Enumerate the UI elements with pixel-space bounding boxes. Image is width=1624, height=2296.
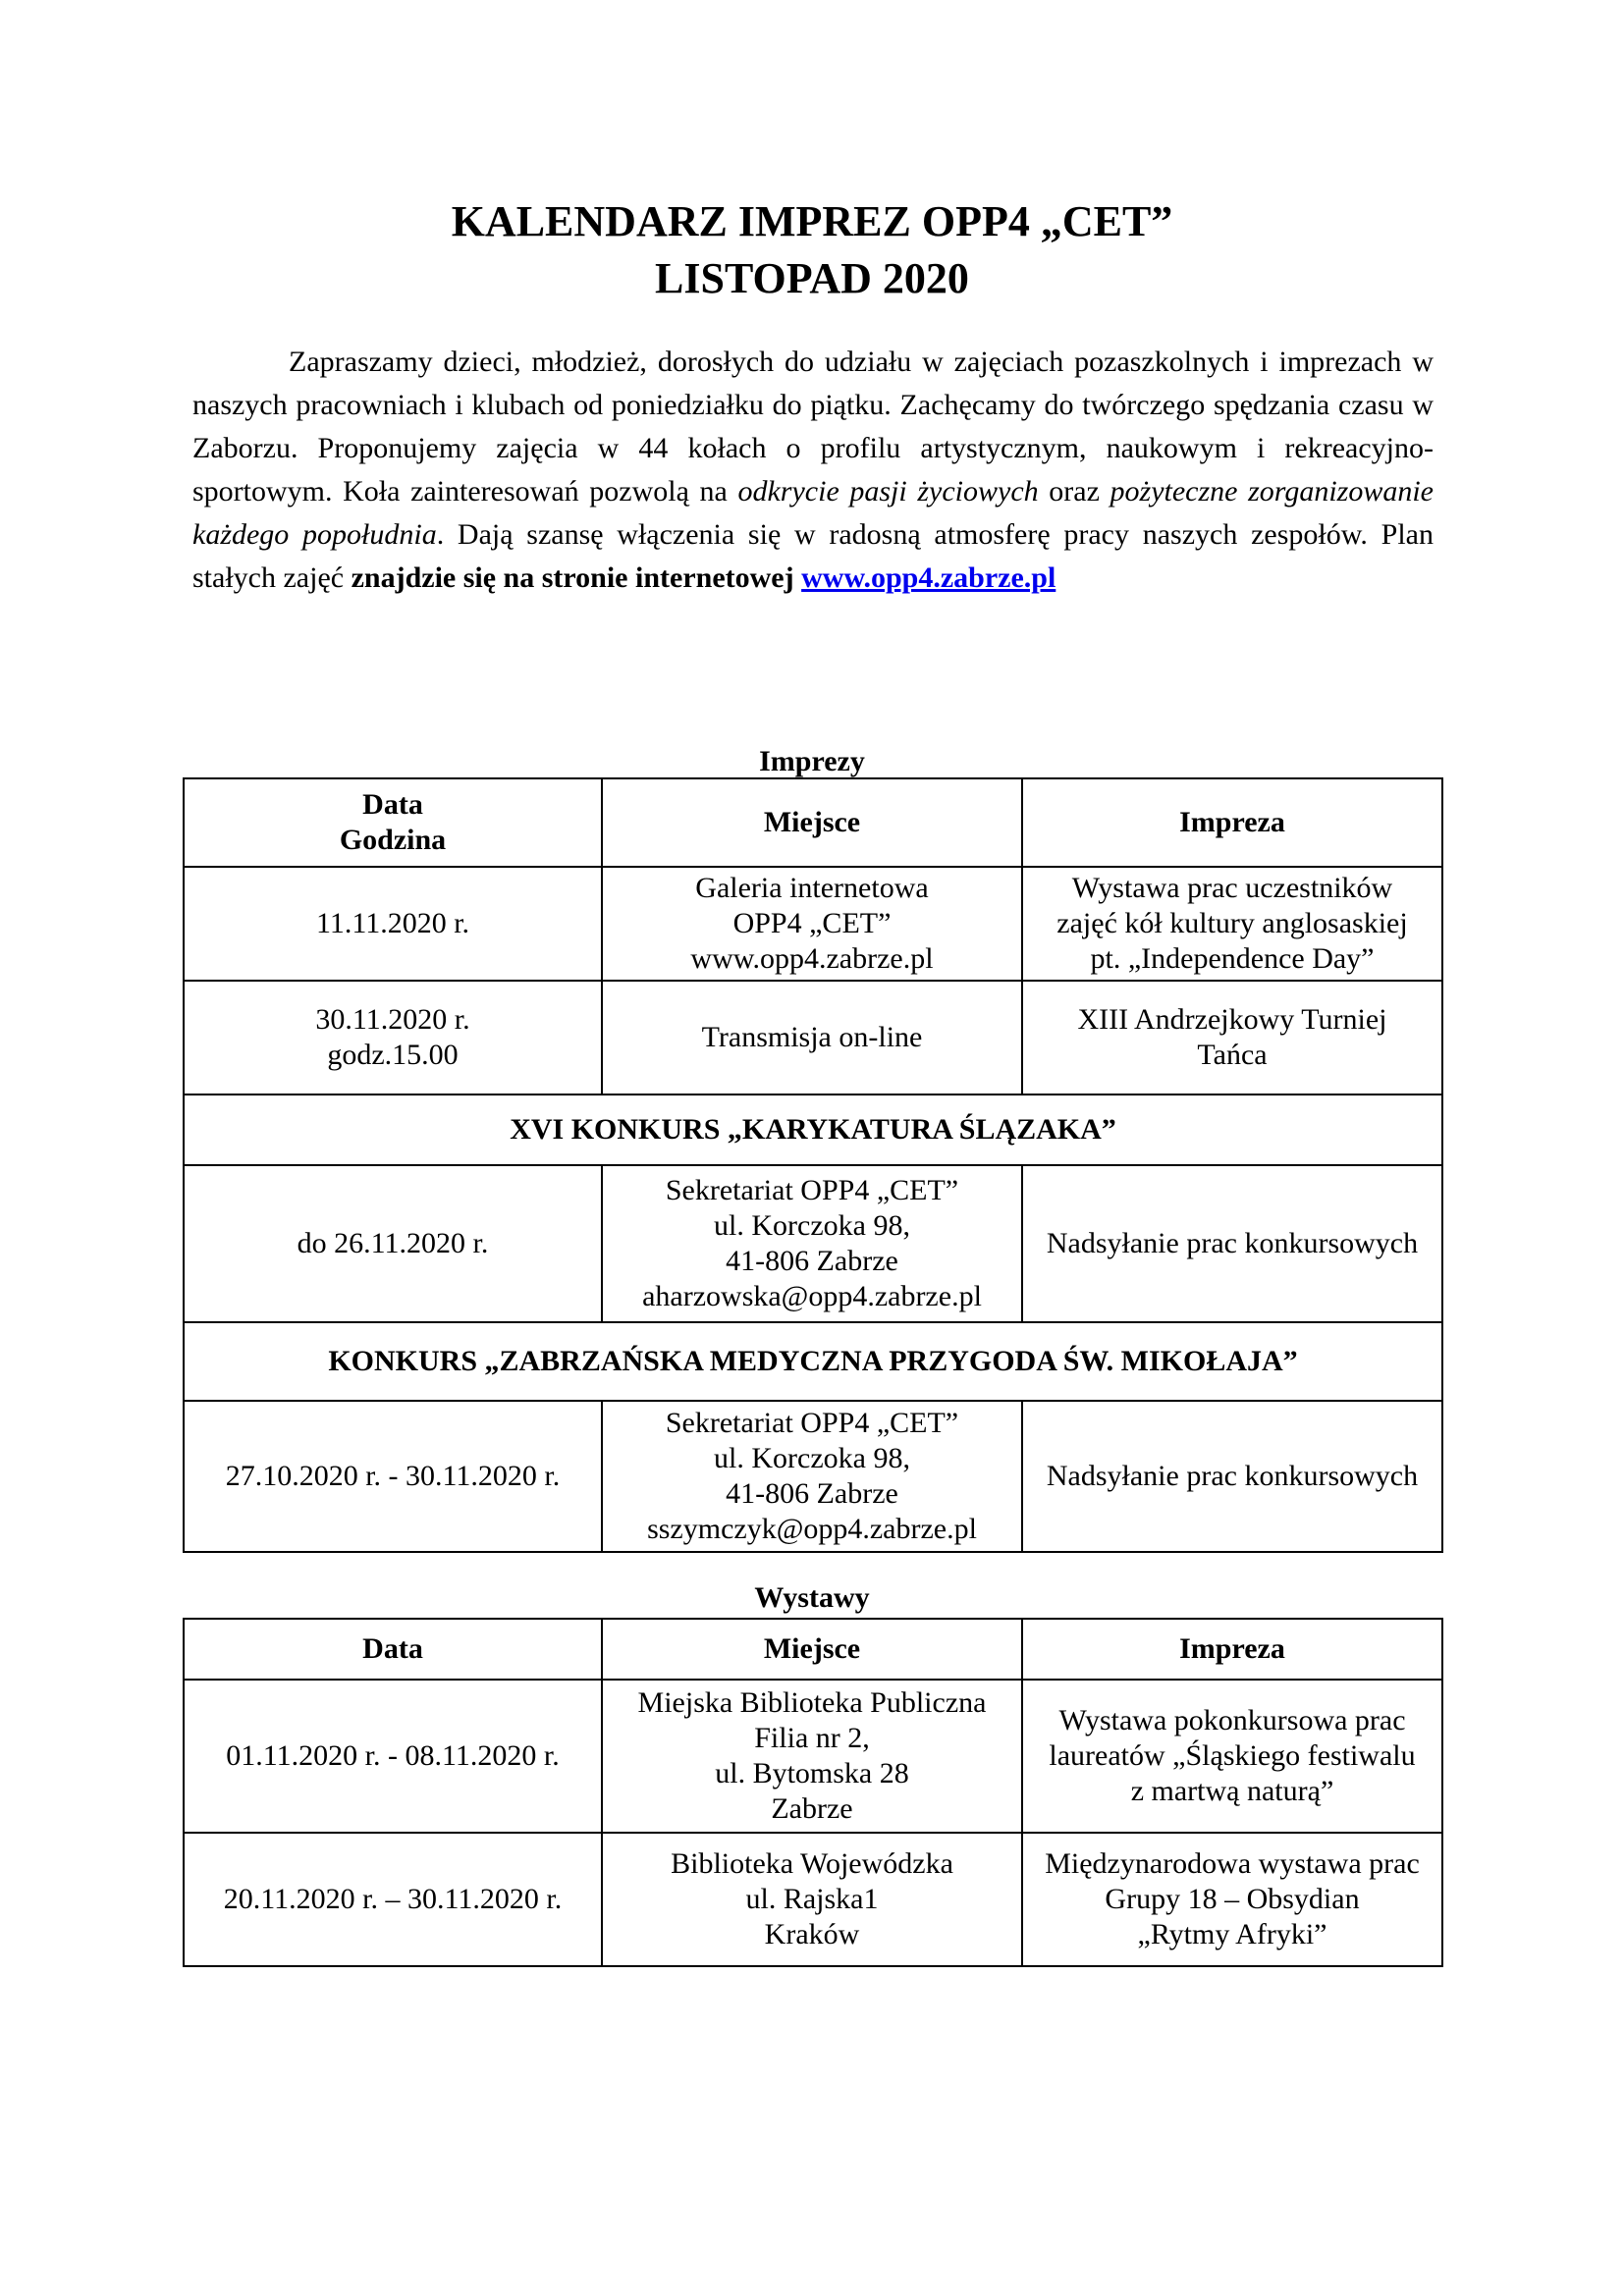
intro-text-3: . Dają szansę włączenia się w radosną atmosferę pracy naszych zespołów. Plan stałych zajęć — [192, 518, 1434, 594]
header-event: Impreza — [1022, 1619, 1442, 1680]
events-header-row — [184, 778, 1442, 867]
events-caption: Imprezy — [759, 745, 865, 777]
table-row — [184, 867, 1442, 981]
cell-date: do 26.11.2020 r. — [184, 1165, 602, 1322]
cell-event: Wystawa pokonkursowa prac laureatów „Śląskiego festiwalu z martwą naturą” — [1022, 1680, 1442, 1833]
table-row — [184, 1833, 1442, 1966]
cell-place: Miejska Biblioteka Publiczna Filia nr 2, ul. Bytomska 28 Zabrze — [602, 1680, 1022, 1833]
header-place: Miejsce — [602, 778, 1022, 867]
cell-place: Sekretariat OPP4 „CET” ul. Korczoka 98, 41-806 Zabrze sszymczyk@opp4.zabrze.pl — [602, 1401, 1022, 1552]
table-row — [184, 981, 1442, 1095]
table-row — [184, 1165, 1442, 1322]
section-row — [184, 1322, 1442, 1401]
cell-place: Galeria internetowa OPP4 „CET” www.opp4.zabrze.pl — [602, 867, 1022, 981]
document-subtitle: LISTOPAD 2020 — [655, 254, 969, 302]
intro-text-2: oraz — [1038, 475, 1110, 507]
header-date: Data Godzina — [184, 778, 602, 867]
cell-date: 30.11.2020 r. godz.15.00 — [184, 981, 602, 1095]
cell-place: Sekretariat OPP4 „CET” ul. Korczoka 98, 41-806 Zabrze aharzowska@opp4.zabrze.pl — [602, 1165, 1022, 1322]
cell-date: 01.11.2020 r. - 08.11.2020 r. — [184, 1680, 602, 1833]
exhibitions-header-row — [184, 1619, 1442, 1680]
header-date: Data — [184, 1619, 602, 1680]
header-event: Impreza — [1022, 778, 1442, 867]
header-place: Miejsce — [602, 1619, 1022, 1680]
cell-date: 27.10.2020 r. - 30.11.2020 r. — [184, 1401, 602, 1552]
cell-date: 20.11.2020 r. – 30.11.2020 r. — [184, 1833, 602, 1966]
table-row — [184, 1401, 1442, 1552]
section-heading-karykatura: XVI KONKURS „KARYKATURA ŚLĄZAKA” — [184, 1095, 1442, 1165]
intro-paragraph — [192, 341, 1434, 600]
website-link[interactable]: www.opp4.zabrze.pl — [801, 561, 1056, 594]
exhibitions-table — [183, 1618, 1443, 1967]
cell-event: Nadsyłanie prac konkursowych — [1022, 1165, 1442, 1322]
cell-date: 11.11.2020 r. — [184, 867, 602, 981]
section-heading-mikolaj: KONKURS „ZABRZAŃSKA MEDYCZNA PRZYGODA ŚW. MIKOŁAJA” — [184, 1322, 1442, 1401]
cell-event: XIII Andrzejkowy Turniej Tańca — [1022, 981, 1442, 1095]
exhibitions-caption: Wystawy — [754, 1581, 870, 1614]
cell-event: Międzynarodowa wystawa prac Grupy 18 – Obsydian „Rytmy Afryki” — [1022, 1833, 1442, 1966]
intro-bold: znajdzie się na stronie internetowej — [351, 561, 802, 594]
table-row — [184, 1680, 1442, 1833]
cell-event: Wystawa prac uczestników zajęć kół kultury anglosaskiej pt. „Independence Day” — [1022, 867, 1442, 981]
section-row — [184, 1095, 1442, 1165]
cell-event: Nadsyłanie prac konkursowych — [1022, 1401, 1442, 1552]
events-table — [183, 777, 1443, 1553]
document-title: KALENDARZ IMPREZ OPP4 „CET” — [451, 197, 1173, 245]
intro-text-1: Zapraszamy dzieci, młodzież, dorosłych do udziału w zajęciach pozaszkolnych i imprezach w naszych pracowniach i klubach od poniedziałku do piątku. Zachęcamy do twórczego spędzania czasu w Zaborzu. Proponujemy zajęcia w 44 kołach o profilu artystycznym, naukowym i rekreacyjno-sportowym. Koła zainteresowań pozwolą na — [192, 346, 1434, 507]
cell-place: Transmisja on-line — [602, 981, 1022, 1095]
cell-place: Biblioteka Wojewódzka ul. Rajska1 Kraków — [602, 1833, 1022, 1966]
intro-emphasis-1: odkrycie pasji życiowych — [737, 475, 1039, 507]
intro-emphasis-2: pożyteczne zorganizowanie każdego popołudnia — [192, 475, 1434, 551]
